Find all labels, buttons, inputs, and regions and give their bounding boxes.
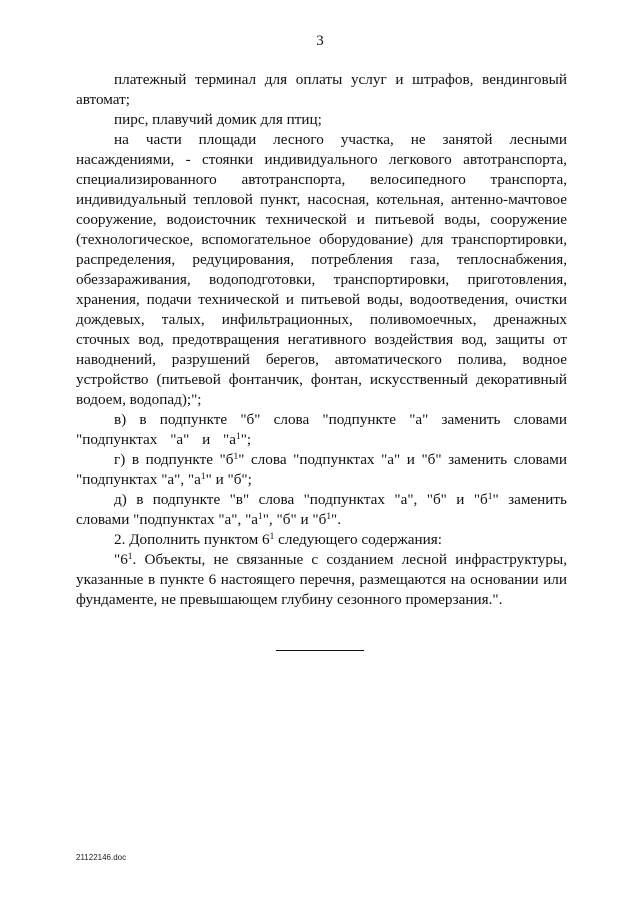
superscript: 1 bbox=[127, 551, 133, 562]
text-fragment: " заменить словами "подпунктах "а", "а bbox=[76, 491, 567, 528]
superscript: 1 bbox=[200, 471, 206, 482]
text-fragment: . Объекты, не связанные с созданием лесной инфраструктуры, указанные в пункте 6 настоящего перечня, размещаются на основании или фундаменте, не превышающем глубину сезонного промерзания.". bbox=[76, 551, 567, 608]
text-fragment: следующего содержания: bbox=[274, 531, 442, 548]
paragraph-subpoint-d bbox=[76, 490, 567, 530]
superscript: 1 bbox=[233, 451, 239, 462]
superscript: 1 bbox=[236, 431, 241, 442]
text-fragment: "6 bbox=[114, 551, 128, 568]
closing-divider-line bbox=[276, 650, 364, 651]
paragraph-payment-terminal: платежный терминал для оплаты услуг и штрафов, вендинговый автомат; bbox=[76, 71, 567, 108]
text-fragment: "; bbox=[240, 431, 252, 448]
paragraph-point-6-1-text bbox=[76, 550, 567, 610]
paragraph-subpoint-g bbox=[76, 450, 567, 490]
text-fragment: ", "б" и "б bbox=[262, 511, 327, 528]
superscript: 1 bbox=[258, 511, 263, 522]
text-fragment: 2. Дополнить пунктом 6 bbox=[114, 531, 270, 548]
paragraph-add-point bbox=[76, 530, 567, 550]
text-fragment: " и "б"; bbox=[205, 471, 252, 488]
superscript: 1 bbox=[326, 511, 332, 522]
text-fragment: в) в подпункте "б" слова "подпункте "а" заменить словами "подпунктах "а" и "а bbox=[76, 411, 567, 448]
paragraph-forest-area-objects: на части площади лесного участка, не занятой лесными насаждениями, - стоянки индивидуального легкового автотранспорта, специализированного автотранспорта, велосипедного транспорта, индивидуальный тепловой пункт, насосная, котельная, антенно-мачтовое сооружение, водоисточник технической и питьевой воды, сооружение (технологическое, вспомогательное оборудование) для транспортировки, распределения, редуцирования, потребления газа, теплоснабжения, обеззараживания, водоподготовки, транспортировки, приготовления, хранения, подачи технической и питьевой воды, водоотведения, очистки дождевых, талых, инфильтрационных, поливомоечных, дренажных сточных вод, предотвращения негативного воздействия вод, защиты от наводнений, разрушений берегов, автоматического полива, водное устройство (питьевой фонтанчик, фонтан, искусственный декоративный водоем, водопад);"; bbox=[76, 131, 567, 408]
paragraph-subpoint-v bbox=[76, 410, 567, 450]
footer-filename: 21122146.doc bbox=[76, 853, 127, 862]
document-body bbox=[76, 70, 567, 610]
superscript: 1 bbox=[487, 491, 493, 502]
text-fragment: " слова "подпунктах "а" и "б" заменить словами "подпунктах "а", "а bbox=[76, 451, 567, 488]
text-fragment: г) в подпункте "б bbox=[114, 451, 234, 468]
page-number: 3 bbox=[316, 33, 324, 49]
paragraph-pier: пирс, плавучий домик для птиц; bbox=[114, 111, 322, 128]
text-fragment: д) в подпункте "в" слова "подпунктах "а", "б" и "б bbox=[114, 491, 488, 508]
text-fragment: ". bbox=[331, 511, 342, 528]
superscript: 1 bbox=[269, 531, 275, 542]
